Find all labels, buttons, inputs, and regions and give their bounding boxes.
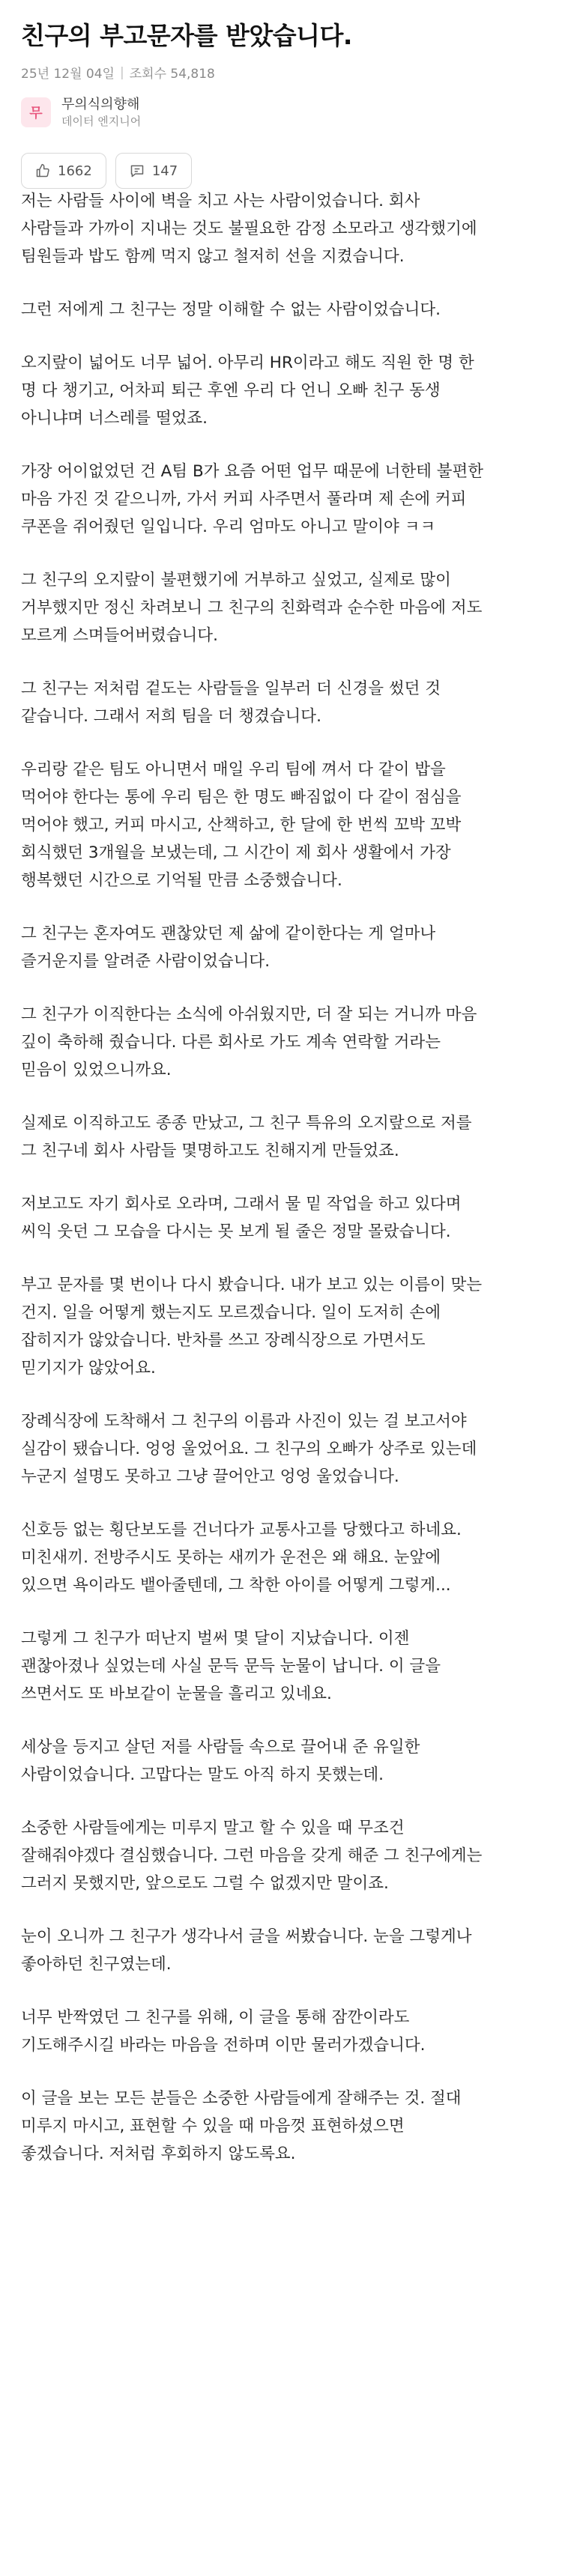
body-line: 믿기지가 않았어요. [21, 1359, 156, 1378]
comment-icon [130, 163, 145, 178]
thumbs-up-icon [35, 163, 50, 178]
author-profile[interactable] [21, 96, 141, 129]
post-date: 25년 12월 04일 [21, 67, 115, 82]
body-line: 괜찮아졌나 싶었는데 사실 문득 문득 눈물이 납니다. 이 글을 [21, 1657, 441, 1676]
body-line: 같습니다. 그래서 저희 팀을 더 챙겼습니다. [21, 707, 321, 726]
author-info [61, 96, 141, 129]
body-line: 명 다 챙기고, 어차피 퇴근 후엔 우리 다 언니 오빠 친구 동생 [21, 381, 441, 400]
body-paragraph [21, 1733, 541, 1789]
body-paragraph [21, 566, 541, 649]
body-line: 좋아하던 친구였는데. [21, 1955, 172, 1974]
comment-button[interactable] [115, 153, 192, 189]
body-line: 먹어야 했고, 커피 마시고, 산책하고, 한 달에 한 번씩 꼬박 꼬박 [21, 816, 462, 834]
post-meta [21, 63, 215, 82]
body-line: 거부했지만 정신 차려보니 그 친구의 친화력과 순수한 마음에 저도 [21, 598, 483, 617]
body-paragraph [21, 2004, 541, 2059]
body-line: 실감이 됐습니다. 엉엉 울었어요. 그 친구의 오빠가 상주로 있는데 [21, 1440, 477, 1458]
body-paragraph [21, 187, 541, 270]
body-line: 그 친구가 이직한다는 소식에 아쉬웠지만, 더 잘 되는 거니까 마음 [21, 1005, 477, 1024]
body-paragraph [21, 296, 541, 324]
view-count: 조회수 54,818 [129, 67, 215, 82]
body-line: 행복했던 시간으로 기억될 만큼 소중했습니다. [21, 871, 342, 890]
body-paragraph [21, 349, 541, 432]
body-line: 쿠폰을 쥐어줬던 일입니다. 우리 엄마도 아니고 말이야 ㅋㅋ [21, 518, 436, 536]
body-line: 씨익 웃던 그 모습을 다시는 못 보게 될 줄은 정말 몰랐습니다. [21, 1222, 451, 1241]
comment-count: 147 [151, 163, 178, 179]
body-line: 사람이었습니다. 고맙다는 말도 아직 하지 못했는데. [21, 1766, 384, 1784]
body-line: 그 친구의 오지랖이 불편했기에 거부하고 싶었고, 실제로 많이 [21, 571, 451, 590]
body-line: 미친새끼. 전방주시도 못하는 새끼가 운전은 왜 해요. 눈앞에 [21, 1548, 441, 1567]
body-paragraph [21, 1109, 541, 1165]
body-line: 눈이 오니까 그 친구가 생각나서 글을 써봤습니다. 눈을 그렇게나 [21, 1927, 472, 1946]
body-line: 신호등 없는 횡단보도를 건너다가 교통사고를 당했다고 하네요. [21, 1521, 462, 1539]
body-line: 쓰면서도 또 바보같이 눈물을 흘리고 있네요. [21, 1685, 332, 1703]
body-paragraph [21, 1516, 541, 1599]
post-body [21, 187, 541, 2193]
body-line: 너무 반짝였던 그 친구를 위해, 이 글을 통해 잠깐이라도 [21, 2008, 410, 2027]
body-line: 마음 가진 것 같으니까, 가서 커피 사주면서 풀라며 제 손에 커피 [21, 490, 467, 509]
body-line: 가장 어이없었던 건 A팀 B가 요즘 어떤 업무 때문에 너한테 불편한 [21, 462, 484, 481]
body-line: 우리랑 같은 팀도 아니면서 매일 우리 팀에 껴서 다 같이 밥을 [21, 760, 446, 779]
body-line: 건지. 일을 어떻게 했는지도 모르겠습니다. 일이 도저히 손에 [21, 1303, 441, 1322]
body-line: 누군지 설명도 못하고 그냥 끌어안고 엉엉 울었습니다. [21, 1467, 399, 1486]
body-paragraph [21, 675, 541, 730]
like-count: 1662 [58, 163, 92, 179]
body-paragraph [21, 1190, 541, 1246]
body-line: 이 글을 보는 모든 분들은 소중한 사람들에게 잘해주는 것. 절대 [21, 2089, 462, 2108]
body-line: 실제로 이직하고도 종종 만났고, 그 친구 특유의 오지랖으로 저를 [21, 1114, 472, 1133]
body-line: 모르게 스며들어버렸습니다. [21, 626, 218, 645]
body-paragraph [21, 756, 541, 894]
body-line: 사람들과 가까이 지내는 것도 불필요한 감정 소모라고 생각했기에 [21, 219, 477, 238]
body-line: 그 친구는 저처럼 겉도는 사람들을 일부러 더 신경을 썼던 것 [21, 679, 441, 698]
body-line: 그 친구네 회사 사람들 몇명하고도 친해지게 만들었죠. [21, 1142, 399, 1160]
avatar[interactable]: 무 [21, 97, 51, 127]
body-line: 있으면 욕이라도 뱉아줄텐데, 그 착한 아이를 어떻게 그렇게... [21, 1576, 451, 1595]
like-button[interactable] [21, 153, 106, 189]
body-line: 잡히지가 않았습니다. 반차를 쓰고 장례식장으로 가면서도 [21, 1331, 426, 1350]
body-paragraph [21, 2085, 541, 2168]
body-line: 팀원들과 밥도 함께 먹지 않고 철저히 선을 지켰습니다. [21, 247, 405, 266]
body-line: 즐거운지를 알려준 사람이었습니다. [21, 952, 271, 971]
body-line: 깊이 축하해 줬습니다. 다른 회사로 가도 계속 연락할 거라는 [21, 1033, 441, 1052]
body-line: 오지랖이 넓어도 너무 넓어. 아무리 HR이라고 해도 직원 한 명 한 [21, 354, 474, 372]
body-line: 아니냐며 너스레를 떨었죠. [21, 409, 208, 428]
body-line: 회식했던 3개월을 보냈는데, 그 시간이 제 회사 생활에서 가장 [21, 843, 451, 862]
body-paragraph [21, 1001, 541, 1084]
body-line: 그러지 못했지만, 앞으로도 그럴 수 없겠지만 말이죠. [21, 1874, 389, 1893]
body-paragraph [21, 1407, 541, 1491]
body-line: 장례식장에 도착해서 그 친구의 이름과 사진이 있는 걸 보고서야 [21, 1412, 467, 1431]
body-paragraph [21, 920, 541, 975]
body-line: 그 친구는 혼자여도 괜찮았던 제 삶에 같이한다는 게 얼마나 [21, 924, 436, 943]
body-line: 믿음이 있었으니까요. [21, 1061, 172, 1079]
body-line: 부고 문자를 몇 번이나 다시 봤습니다. 내가 보고 있는 이름이 맞는 [21, 1276, 483, 1294]
body-paragraph [21, 1814, 541, 1897]
body-paragraph [21, 458, 541, 541]
body-line: 세상을 등지고 살던 저를 사람들 속으로 끌어내 준 유일한 [21, 1738, 420, 1757]
body-paragraph [21, 1271, 541, 1382]
post-title: 친구의 부고문자를 받았습니다. [21, 21, 352, 50]
body-line: 그렇게 그 친구가 떠난지 벌써 몇 달이 지났습니다. 이젠 [21, 1629, 410, 1648]
body-line: 저는 사람들 사이에 벽을 치고 사는 사람이었습니다. 회사 [21, 192, 420, 210]
meta-divider: | [119, 64, 124, 80]
body-line: 좋겠습니다. 저처럼 후회하지 않도록요. [21, 2145, 296, 2163]
body-paragraph [21, 1625, 541, 1708]
author-name[interactable]: 무의식의향해 [61, 97, 140, 112]
body-paragraph [21, 1923, 541, 1978]
body-line: 먹어야 한다는 통에 우리 팀은 한 명도 빠짐없이 다 같이 점심을 [21, 788, 462, 807]
body-line: 소중한 사람들에게는 미루지 말고 할 수 있을 때 무조건 [21, 1819, 405, 1837]
body-line: 그런 저에게 그 친구는 정말 이해할 수 없는 사람이었습니다. [21, 300, 441, 319]
body-line: 기도해주시길 바라는 마음을 전하며 이만 물러가겠습니다. [21, 2036, 426, 2055]
body-line: 미루지 마시고, 표현할 수 있을 때 마음껏 표현하셨으면 [21, 2117, 405, 2136]
post-actions [21, 153, 201, 189]
body-line: 저보고도 자기 회사로 오라며, 그래서 물 밑 작업을 하고 있다며 [21, 1195, 462, 1213]
body-line: 잘해줘야겠다 결심했습니다. 그런 마음을 갖게 해준 그 친구에게는 [21, 1846, 483, 1865]
author-job: 데이터 엔지니어 [61, 115, 142, 128]
